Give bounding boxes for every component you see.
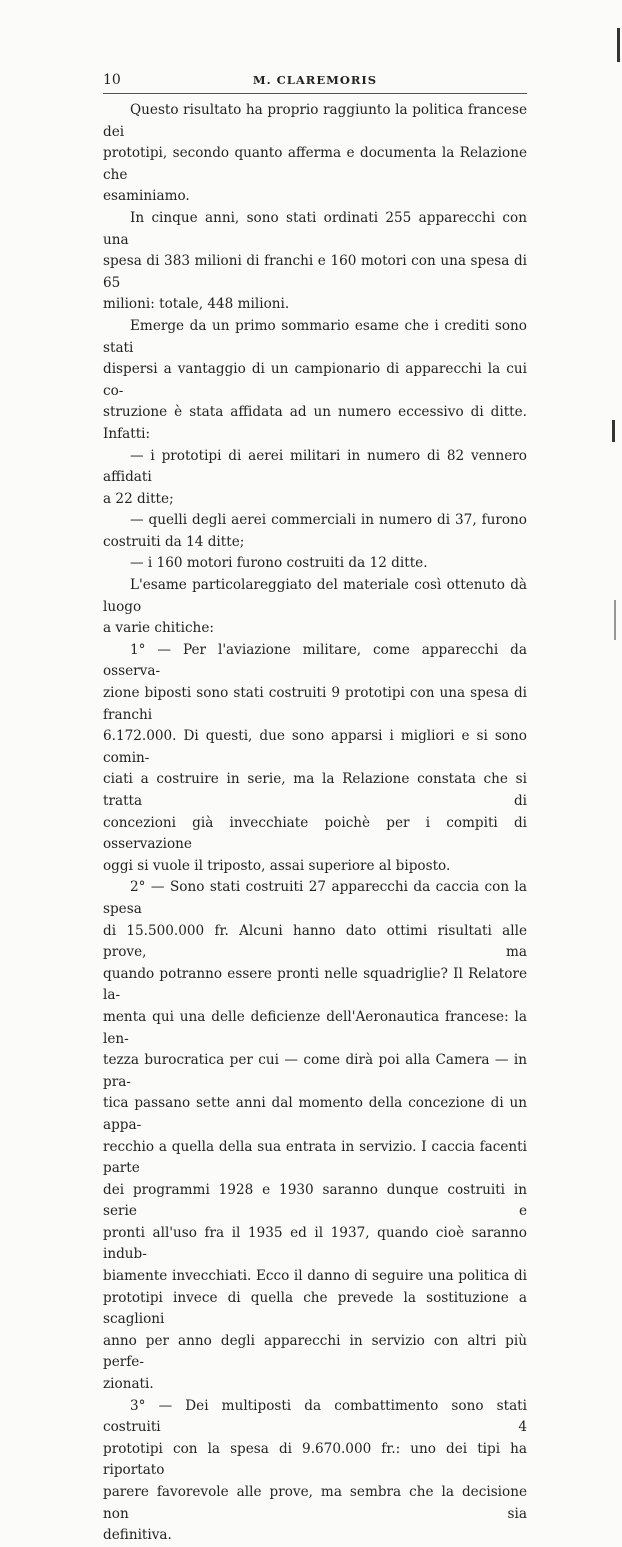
text-line: — quelli degli aerei commerciali in numero di 37, furono	[130, 512, 527, 529]
text-line: tezza burocratica per cui — come dirà poi alla Camera — in pra-	[103, 1052, 527, 1090]
paragraph	[103, 1396, 527, 1547]
text-line: esaminiamo.	[103, 188, 190, 205]
paragraph	[103, 316, 527, 446]
text-line: di 15.500.000 fr. Alcuni hanno dato ottimi risultati alle prove, ma	[103, 922, 527, 961]
paragraph	[103, 208, 527, 316]
paragraph	[103, 575, 527, 640]
text-line: 2° — Sono stati costruiti 27 apparecchi da caccia con la spesa	[103, 879, 527, 917]
text-line: tica passano sette anni dal momento della concezione di un appa-	[103, 1095, 527, 1133]
body-text	[103, 100, 527, 1547]
text-line: L'esame particolareggiato del materiale così ottenuto dà luogo	[103, 577, 527, 615]
text-line: zione biposti sono stati costruiti 9 prototipi con una spesa di franchi	[103, 685, 527, 723]
text-line: Questo risultato ha proprio raggiunto la politica francese dei	[103, 102, 527, 140]
text-line: ciati a costruire in serie, ma la Relazione constata che si tratta di	[103, 771, 527, 809]
header-rule	[103, 93, 527, 94]
text-line: 1° — Per l'aviazione militare, come apparecchi da osserva-	[103, 641, 527, 680]
text-line: oggi si vuole il triposto, assai superiore al biposto.	[103, 857, 451, 874]
text-line: prototipi con la spesa di 9.670.000 fr.: uno dei tipi ha riportato	[103, 1440, 527, 1479]
text-line: concezioni già invecchiate poichè per i compiti di osservazione	[103, 814, 527, 853]
scan-edge-mark	[612, 420, 615, 442]
text-line: In cinque anni, sono stati ordinati 255 apparecchi con una	[103, 209, 527, 248]
text-line: milioni: totale, 448 milioni.	[103, 296, 290, 313]
text-line: prototipi invece di quella che prevede la sostituzione a scaglioni	[103, 1289, 527, 1328]
text-line: dispersi a vantaggio di un campionario di apparecchi la cui co-	[103, 361, 527, 399]
text-line: pronti all'uso fra il 1935 ed il 1937, quando cioè saranno indub-	[103, 1224, 527, 1263]
text-line: struzione è stata affidata ad un numero eccessivo di ditte. Infatti:	[103, 404, 527, 442]
paragraph	[103, 877, 527, 1395]
text-line: 3° — Dei multiposti da combattimento sono stati costruiti 4	[103, 1397, 527, 1436]
page-number: 10	[103, 72, 121, 88]
text-line: spesa di 383 milioni di franchi e 160 motori con una spesa di 65	[103, 253, 527, 291]
text-line: costruiti da 14 ditte;	[103, 533, 245, 550]
text-line: prototipi, secondo quanto afferma e documenta la Relazione che	[103, 145, 527, 183]
text-line: 6.172.000. Di questi, due sono apparsi i migliori e si sono comin-	[103, 728, 527, 766]
text-line: menta qui una delle deficienze dell'Aeronautica francese: la len-	[103, 1008, 527, 1047]
text-line: zionati.	[103, 1376, 154, 1393]
text-line: biamente invecchiati. Ecco il danno di seguire una politica di	[103, 1268, 527, 1285]
paragraph	[103, 553, 527, 575]
text-line: — i 160 motori furono costruiti da 12 ditte.	[130, 555, 428, 572]
text-line: a 22 ditte;	[103, 490, 174, 507]
paragraph	[103, 640, 527, 878]
running-title: M. CLAREMORIS	[252, 73, 378, 87]
text-line: Emerge da un primo sommario esame che i crediti sono stati	[103, 317, 527, 356]
text-line: quando potranno essere pronti nelle squadriglie? Il Relatore la-	[103, 965, 527, 1004]
text-line: — i prototipi di aerei militari in numero di 82 vennero affidati	[103, 447, 527, 486]
scan-edge-mark	[614, 600, 616, 640]
text-line: dei programmi 1928 e 1930 saranno dunque costruiti in serie e	[103, 1181, 527, 1220]
paragraph	[103, 510, 527, 553]
scan-edge-mark	[617, 28, 620, 62]
text-line: definitiva.	[103, 1527, 172, 1544]
text-line: parere favorevole alle prove, ma sembra che la decisione non sia	[103, 1484, 527, 1522]
paragraph	[103, 446, 527, 511]
text-line: a varie chitiche:	[103, 620, 214, 637]
paragraph	[103, 100, 527, 208]
text-line: anno per anno degli apparecchi in servizio con altri più perfe-	[103, 1332, 527, 1371]
text-line: recchio a quella della sua entrata in servizio. I caccia facenti parte	[103, 1138, 527, 1177]
